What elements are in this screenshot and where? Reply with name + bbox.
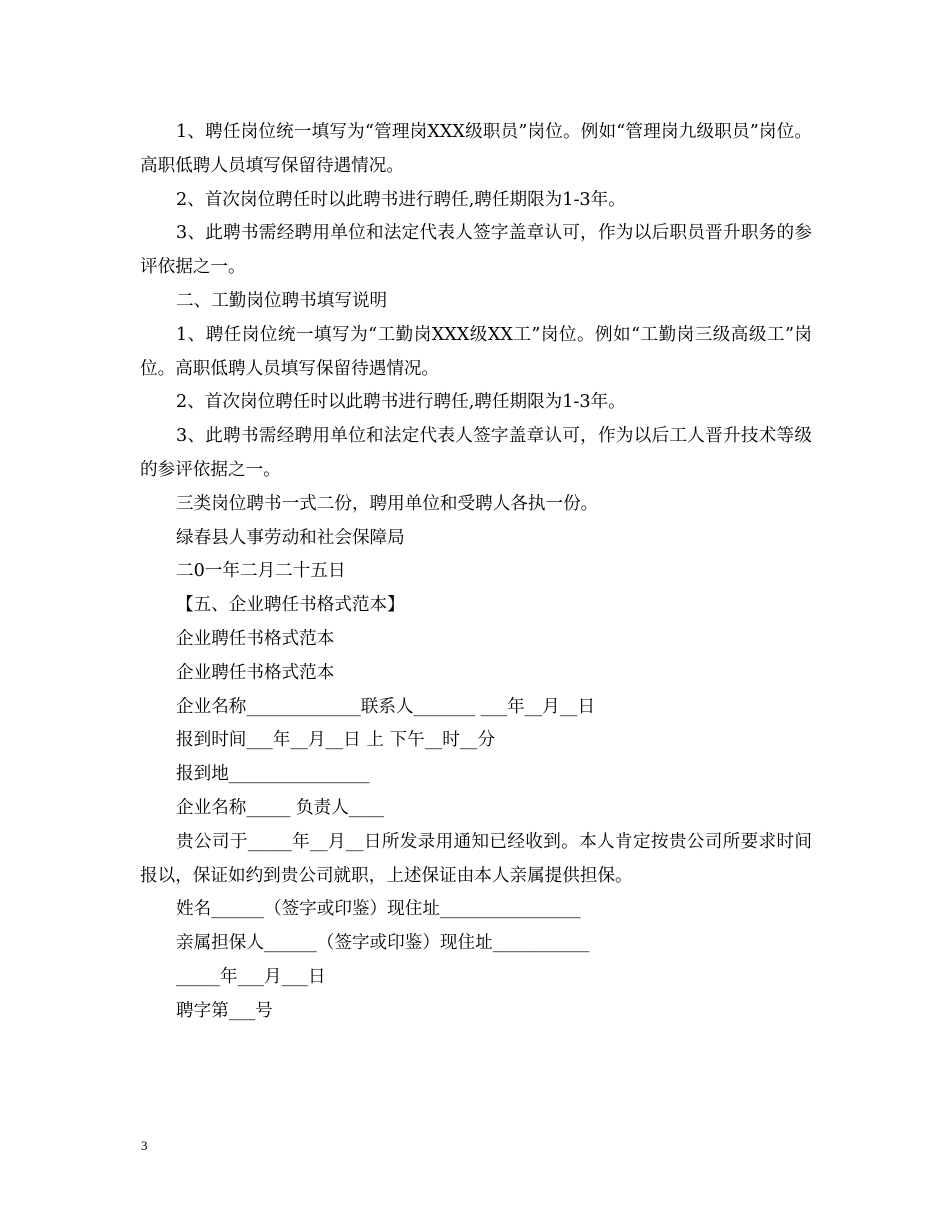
page-number: 3 — [141, 1138, 148, 1153]
form-line: 聘字第___号 — [176, 1000, 273, 1021]
form-line: _____年___月___日 — [176, 966, 326, 987]
paragraph: 2、首次岗位聘任时以此聘书进行聘任,聘任期限为1-3年。 — [176, 392, 626, 413]
form-line: 企业名称_____________联系人_______ ___年__月__日 — [176, 696, 596, 717]
paragraph: 贵公司于_____年__月__日所发录用通知已经收到。本人肯定按贵公司所要求时间报以，保证如约到贵公司就职，上述保证由本人亲属提供担保。 — [140, 831, 812, 886]
issue-date: 二0一年二月二十五日 — [176, 561, 346, 582]
template-title: 企业聘任书格式范本 — [176, 662, 335, 683]
template-title: 企业聘任书格式范本 — [176, 628, 335, 649]
paragraph: 3、此聘书需经聘用单位和法定代表人签字盖章认可，作为以后职员晋升职务的参评依据之一。 — [140, 223, 812, 278]
paragraph: 三类岗位聘书一式二份，聘用单位和受聘人各执一份。 — [176, 493, 599, 514]
paragraph: 2、首次岗位聘任时以此聘书进行聘任,聘任期限为1-3年。 — [176, 189, 626, 210]
paragraph: 3、此聘书需经聘用单位和法定代表人签字盖章认可，作为以后工人晋升技术等级的参评依据之一。 — [140, 426, 812, 480]
section-heading: 二、工勤岗位聘书填写说明 — [176, 290, 388, 311]
form-line: 企业名称_____ 负责人____ — [176, 797, 384, 818]
form-line: 报到地________________ — [176, 764, 370, 785]
form-line: 亲属担保人______（签字或印鉴）现住址___________ — [176, 933, 590, 954]
form-line: 姓名______（签字或印鉴）现住址________________ — [176, 899, 581, 920]
form-line: 报到时间___年__月__日 上 下午__时__分 — [176, 730, 496, 751]
paragraph: 1、聘任岗位统一填写为“管理岗XXX级职员”岗位。例如“管理岗九级职员”岗位。高职低聘人员填写保留待遇情况。 — [140, 122, 812, 176]
paragraph: 1、聘任岗位统一填写为“工勤岗XXX级XX工”岗位。例如“工勤岗三级高级工”岗位。高职低聘人员填写保留待遇情况。 — [140, 324, 812, 379]
section-heading: 【五、企业聘任书格式范本】 — [176, 595, 405, 616]
issuer-name: 绿春县人事劳动和社会保障局 — [176, 527, 405, 548]
document-body — [140, 116, 812, 1029]
